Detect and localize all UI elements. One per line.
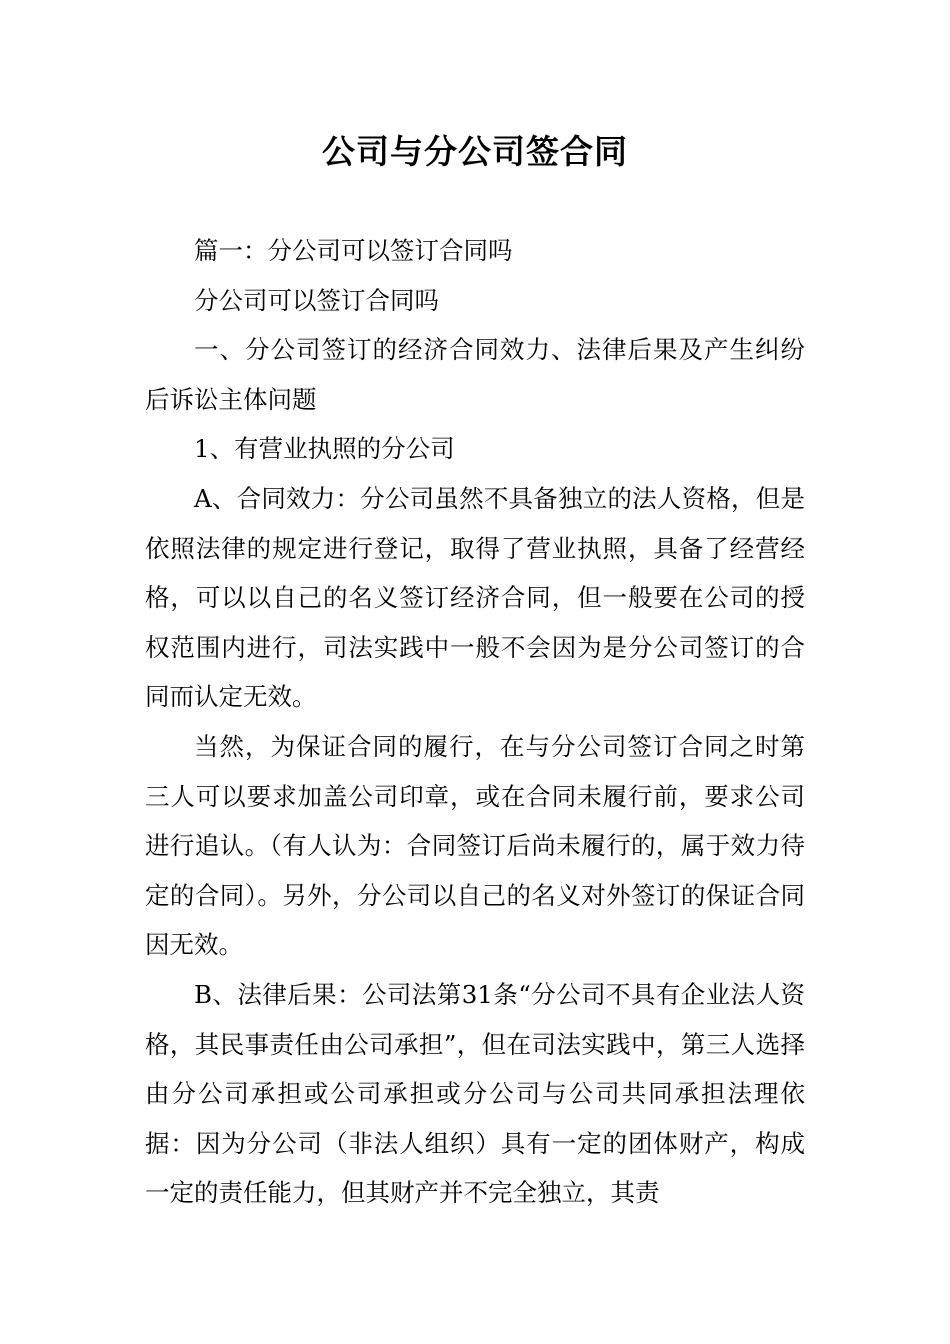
paragraph-legal-consequence: B、法律后果：公司法第31条“分公司不具有企业法人资格，其民事责任由公司承担”，但在司法实践中，第三人选择由分公司承担或公司承担或分公司与公司共同承担法理依据：因为分公司（非法人组织）具有一定的团体财产，构成一定的责任能力，但其财产并不完全独立，其责 xyxy=(145,979,805,1208)
document-body xyxy=(145,226,805,1218)
paragraph-subtitle: 分公司可以签订合同吗 xyxy=(194,285,439,315)
paragraph-item-one: 1、有营业执照的分公司 xyxy=(194,434,455,464)
document-title: 公司与分公司签合同 xyxy=(322,132,628,171)
paragraph-section-heading: 篇一：分公司可以签订合同吗 xyxy=(194,236,513,265)
paragraph-contract-validity: A、合同效力：分公司虽然不具备独立的法人资格，但是依照法律的规定进行登记，取得了营业执照，具备了经营经格，可以以自己的名义签订经济合同，但一般要在公司的授权范围内进行，司法实践中一般不会因为是分公司签订的合同而认定无效。 xyxy=(145,483,805,712)
paragraph-guarantee: 当然，为保证合同的履行，在与分公司签订合同之时第三人可以要求加盖公司印章，或在合同未履行前，要求公司进行追认。（有人认为：合同签订后尚未履行的，属于效力待定的合同）。另外，分公司以自己的名义对外签订的保证合同因无效。 xyxy=(145,731,805,960)
paragraph-heading-one: 一、分公司签订的经济合同效力、法律后果及产生纠纷后诉讼主体问题 xyxy=(145,335,805,414)
